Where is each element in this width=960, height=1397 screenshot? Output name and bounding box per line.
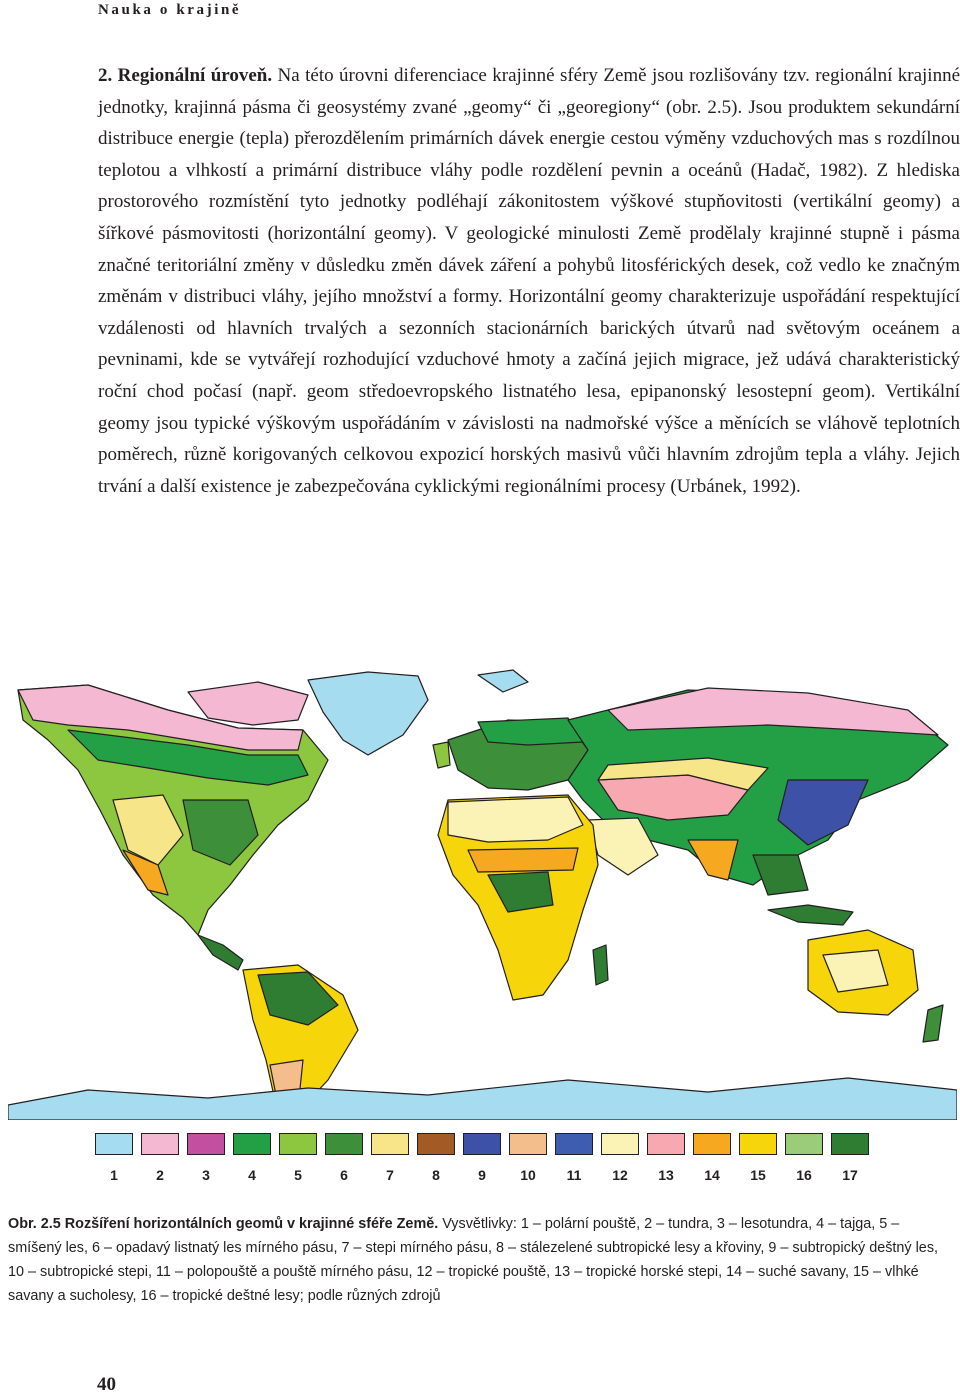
legend-swatch bbox=[187, 1133, 225, 1155]
legend-number: 1 bbox=[110, 1167, 118, 1183]
running-header: Nauka o krajině bbox=[98, 2, 242, 18]
legend-number: 9 bbox=[478, 1167, 486, 1183]
legend-swatch bbox=[739, 1133, 777, 1155]
legend-swatch bbox=[463, 1133, 501, 1155]
legend-number: 17 bbox=[842, 1167, 858, 1183]
legend-number: 16 bbox=[796, 1167, 812, 1183]
legend-number: 5 bbox=[294, 1167, 302, 1183]
africa-savanna bbox=[468, 848, 578, 872]
legend-number: 7 bbox=[386, 1167, 394, 1183]
paragraph-text: Na této úrovni diferenciace krajinné sféry Země jsou rozlišovány tzv. regionální krajinné jednotky, krajinná pásma či geosystémy zvané „geomy“ či „georegiony“ (obr. 2.5). Jsou produktem sekundární distribuce energie (tepla) přerozdělením primárních dávek energie cestou výměny vzduchových mas s rozdílnou teplotou a vlhkostí a primární distribuce vláhy podle rozdělení pevnin a oceánů (Hadač, 1982). Z hlediska prostorového rozmístění tyto jednotky podléhají zákonitostem výškové stupňovitosti (vertikální geomy) a šířkové pásmovitosti (horizontální geomy). V geologické minulosti Země prodělaly krajinné stupně i pásma značné teritoriální změny v důsledku změn dávek záření a pohybů litosférických desek, což vedlo ke značným změnám v distribuci vláhy, jejího množství a formy. Horizontální geomy charakterizuje uspořádání respektující vzdálenosti od hlavních trvalých a sezonních stacionárních barických útvarů nad světovým oceánem a pevninami, kde se vytvářejí rozhodující vzduchové hmoty a začíná jejich migrace, jež udává charakteristický roční chod počasí (např. geom středoevropského listnatého lesa, epipanonský lesostepní geom). Vertikální geomy jsou typické výškovým uspořádáním v závislosti na nadmořské výšce a měnících se vláhově teplotních poměrech, různě korigovaných celkovou expozicí horských masivů vůči hlavním zdrojům tepla a vláhy. Jejich trvání a další existence je zabezpečována cyklickými regionálními procesy (Urbánek, 1992). bbox=[98, 65, 960, 497]
legend-swatch bbox=[601, 1133, 639, 1155]
legend-swatch bbox=[325, 1133, 363, 1155]
legend-number: 2 bbox=[156, 1167, 164, 1183]
legend-number: 4 bbox=[248, 1167, 256, 1183]
legend-swatch bbox=[693, 1133, 731, 1155]
legend-swatch bbox=[647, 1133, 685, 1155]
legend-number: 6 bbox=[340, 1167, 348, 1183]
legend-number: 12 bbox=[612, 1167, 628, 1183]
europe-taiga bbox=[478, 718, 583, 745]
caption-title: Obr. 2.5 Rozšíření horizontálních geomů v krajinné sféře Země. bbox=[8, 1216, 439, 1232]
legend-number: 8 bbox=[432, 1167, 440, 1183]
legend-swatch bbox=[279, 1133, 317, 1155]
body-paragraph bbox=[98, 60, 960, 502]
world-geomes-map bbox=[8, 650, 957, 1120]
legend-swatch bbox=[95, 1133, 133, 1155]
legend-swatch bbox=[141, 1133, 179, 1155]
legend-number: 13 bbox=[658, 1167, 674, 1183]
map-legend bbox=[95, 1133, 875, 1193]
paragraph-lead: 2. Regionální úroveň. bbox=[98, 65, 273, 86]
madagascar bbox=[593, 945, 608, 985]
legend-swatch bbox=[555, 1133, 593, 1155]
legend-swatch bbox=[831, 1133, 869, 1155]
legend-number: 3 bbox=[202, 1167, 210, 1183]
legend-number: 11 bbox=[566, 1167, 582, 1183]
figure-caption bbox=[8, 1212, 953, 1308]
legend-swatch bbox=[371, 1133, 409, 1155]
caption-text: Vysvětlivky: 1 – polární pouště, 2 – tundra, 3 – lesotundra, 4 – tajga, 5 – smíšený les, 6 – opadavý listnatý les mírného pásu, 7 – stepi mírného pásu, 8 – stálezelené subtropické lesy a křoviny, 9 – subtropický deštný les, 10 – subtropické stepi, 11 – polopouště a pouště mírného pásu, 12 – tropické pouště, 13 – tropické horské stepi, 14 – suché savany, 15 – vlhké savany a sucholesy, 16 – tropické deštné lesy; podle různých zdrojů bbox=[8, 1216, 939, 1304]
legend-swatch bbox=[509, 1133, 547, 1155]
page-number: 40 bbox=[97, 1374, 116, 1395]
legend-number: 10 bbox=[520, 1167, 536, 1183]
legend-swatch bbox=[785, 1133, 823, 1155]
legend-number: 14 bbox=[704, 1167, 720, 1183]
legend-swatch bbox=[233, 1133, 271, 1155]
legend-swatch bbox=[417, 1133, 455, 1155]
legend-number: 15 bbox=[750, 1167, 766, 1183]
